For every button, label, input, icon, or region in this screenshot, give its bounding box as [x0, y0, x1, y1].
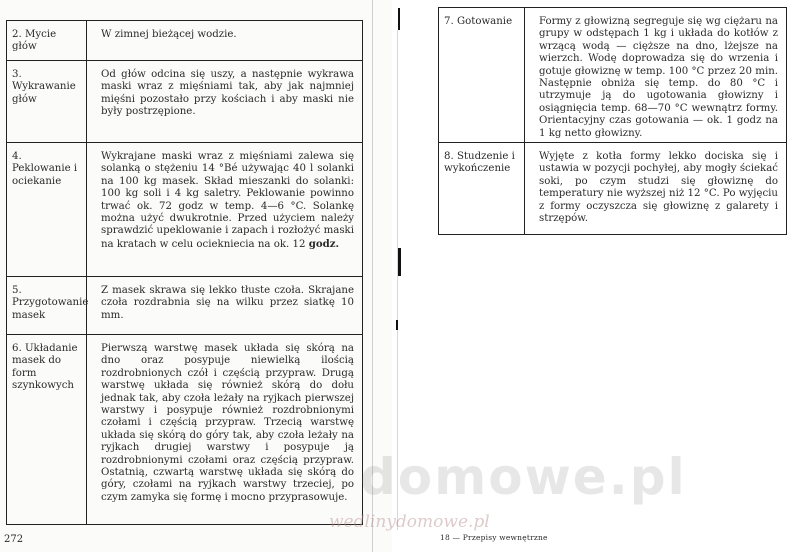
scan-mark	[396, 320, 398, 330]
step-description	[87, 143, 362, 251]
table-row	[439, 8, 787, 143]
table-row	[7, 21, 363, 61]
step-description: Z masek skrawa się lekko tłuste czoła. Skrajane czoła rozdrabnia się na wilku przez siatkę 10 mm.	[101, 285, 354, 321]
step-description: Wyjęte z kotła formy lekko dociska się i ustawia w pozycji pochyłej, aby mogły ściekać soki, po czym studzi się głowiznę do temperatury nie wyższej niż 12 °C. Po wyjęciu z formy oczyszcza się głowiznę z galarety i strzępów.	[539, 151, 778, 225]
step-label: 5. Przygotowanie masek	[12, 285, 89, 321]
step-label: 6. Układanie masek do form szynkowych	[12, 343, 78, 392]
right-procedure-table	[438, 7, 787, 235]
step-description-text: Wykrajane maski wraz z mięśniami zalewa się solanką o stężeniu 14 °Bé używając 40 l solanki na 100 kg masek. Skład mieszanki do solanki: 100 kg soli i 4 kg saletry. Peklowanie powinno trwać ok. 72 godz w temp. 4—6 °C. Solankę można użyć dwukrotnie. Przed użyciem należy sprawdzić upeklowanie i zapach i rozłożyć maski na kratach w celu ociekniecia na ok. 12	[101, 151, 354, 250]
step-description: Pierwszą warstwę masek układa się skórą na dno oraz posypuje niewielką ilością rozdrobnionych czół i częścią przypraw. Drugą warstwę układa się również skórą do dołu jednak tak, aby czoła leżały na ryjkach pierwszej warstwy i posypuje również rozdrobnionymi czołami i częścią przypraw. Trzecią warstwę układa się skórą do góry tak, aby czoła leżały na ryjkach drugiej warstwy i posypuje ją rozdrobnionymi czołami oraz częścią przypraw. Ostatnią, czwartą warstwę układa się skórą do góry, czołami na ryjkach warstwy trzeciej, po czym zamyka się formę i mocno przyprasowuje.	[101, 343, 354, 503]
step-label: 7. Gotowanie	[444, 16, 513, 27]
site-watermark: domowe.pl	[360, 448, 687, 506]
step-label: 4. Peklowanie i ociekanie	[12, 151, 78, 187]
step-label: 8. Studzenie i wykończenie	[444, 151, 515, 175]
step-label: 3. Wykrawanie głów	[12, 69, 76, 105]
table-row	[7, 277, 363, 335]
table-row	[439, 143, 787, 235]
table-row	[7, 61, 363, 143]
site-watermark-small: wedlinydomowe.pl	[329, 512, 490, 532]
step-description: Formy z głowizną segreguje się wg ciężaru na grupy w odstępach 1 kg i układa do kotłów z wrzącą wodą — cięższe na dno, lżejsze na wierzch. Wodę doprowadza się do wrzenia i gotuje głowiznę w temp. 100 °C przez 20 min. Następnie obniża się temp. do 80 °C i utrzymuje ją do ugotowania głowizny i osiągnięcia temp. 68—70 °C wewnątrz formy. Orientacyjny czas gotowania — ok. 1 godz na 1 kg netto głowizny.	[539, 16, 778, 139]
step-description: W zimnej bieżącej wodzie.	[101, 29, 237, 40]
left-procedure-table	[6, 20, 363, 525]
page-number: 272	[4, 534, 24, 545]
step-description: Od głów odcina się uszy, a następnie wykrawa maski wraz z mięśniami tak, aby jak najmniej mięśni pozostało przy kościach i aby maski nie były postrzępione.	[101, 69, 354, 118]
scan-mark	[398, 248, 401, 276]
scan-mark	[398, 8, 400, 30]
step-label: 2. Mycie głów	[12, 29, 57, 53]
step-description-emphasis: godz.	[308, 237, 340, 250]
table-row	[7, 335, 363, 525]
page-footer: 18 — Przepisy wewnętrzne	[440, 533, 548, 542]
table-row	[7, 143, 363, 277]
